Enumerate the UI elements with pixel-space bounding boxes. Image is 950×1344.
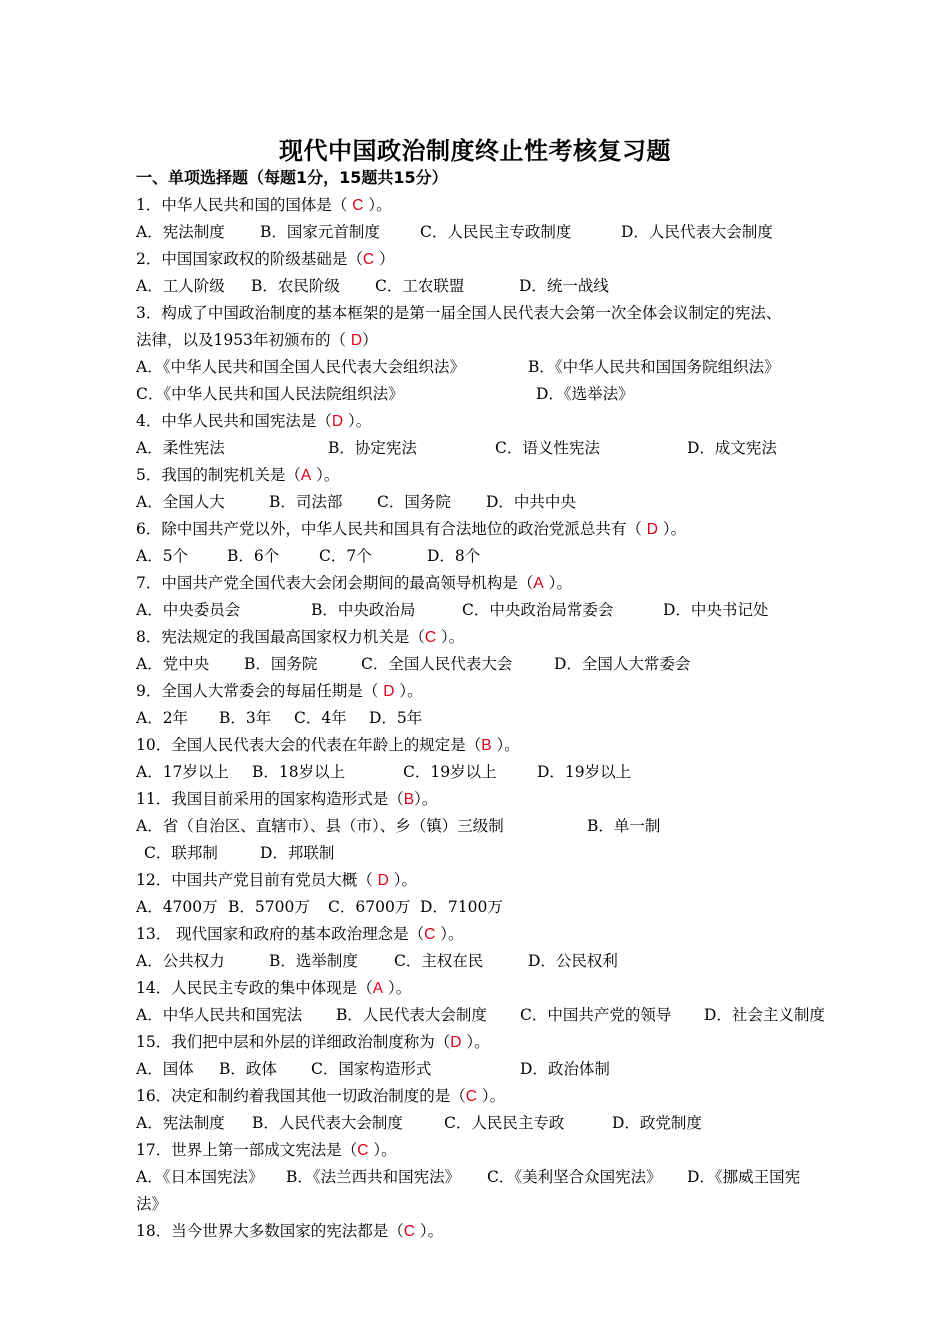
option-c: C．19岁以上: [403, 763, 497, 781]
option-d: D．政治体制: [520, 1060, 610, 1078]
option-c: C．人民民主专政制度: [420, 223, 572, 241]
question-7: 7．中国共产党全国代表大会闭会期间的最高领导机构是（A ）。: [136, 574, 572, 592]
option-d: D．政党制度: [612, 1114, 702, 1132]
question-15: 15．我们把中层和外层的详细政治制度称为（D ）。: [136, 1033, 490, 1051]
option-c: C．主权在民: [394, 952, 484, 970]
question-17: 17．世界上第一部成文宪法是（C ）。: [136, 1141, 397, 1159]
option-c: C．6700万: [328, 898, 411, 916]
option-d: D．成文宪法: [687, 439, 777, 457]
question-8: 8．宪法规定的我国最高国家权力机关是（C ）。: [136, 628, 465, 646]
option-c: C．《中华人民共和国人民法院组织法》: [136, 385, 404, 403]
option-d: D．统一战线: [519, 277, 609, 295]
question-3-cont: 法律，以及1953年初颁布的（ D）: [136, 331, 378, 349]
option-a: A．2年: [136, 709, 189, 727]
option-b: B．《法兰西共和国宪法》: [286, 1168, 461, 1186]
answer-5: A: [300, 467, 312, 484]
option-b: B．3年: [219, 709, 272, 727]
option-a: A．宪法制度: [136, 1114, 225, 1132]
option-a: A．柔性宪法: [136, 439, 225, 457]
option-a: A．国体: [136, 1060, 194, 1078]
option-b: B．国家元首制度: [260, 223, 380, 241]
answer-16: C: [465, 1088, 477, 1105]
answer-3: D: [350, 332, 363, 349]
option-c: C．4年: [294, 709, 347, 727]
question-5: 5．我国的制宪机关是（A ）。: [136, 466, 340, 484]
answer-11: B: [403, 791, 415, 808]
option-c: C．全国人民代表大会: [361, 655, 513, 673]
question-13: 13． 现代国家和政府的基本政治理念是（C ）。: [136, 925, 464, 943]
option-a: A．中华人民共和国宪法: [136, 1006, 303, 1024]
option-b: B．农民阶级: [251, 277, 340, 295]
answer-14: A: [372, 980, 384, 997]
option-c: C．国家构造形式: [311, 1060, 432, 1078]
question-14: 14．人民民主专政的集中体现是（A ）。: [136, 979, 412, 997]
option-a: A．17岁以上: [136, 763, 229, 781]
option-d: D．8个: [427, 547, 481, 565]
answer-7: A: [533, 575, 544, 592]
option-c: C．中国共产党的领导: [520, 1006, 672, 1024]
answer-4: D: [331, 413, 344, 430]
option-c: C．7个: [319, 547, 372, 565]
document-title: 现代中国政治制度终止性考核复习题: [279, 137, 671, 165]
option-c: C．中央政治局常委会: [462, 601, 614, 619]
option-a: A．公共权力: [136, 952, 225, 970]
option-a: A．4700万: [136, 898, 218, 916]
question-9: 9．全国人大常委会的每届任期是（ D ）。: [136, 682, 423, 700]
option-b: B．司法部: [269, 493, 343, 511]
answer-1: C: [352, 197, 364, 214]
option-a: A．省（自治区、直辖市）、县（市）、乡（镇）三级制: [136, 817, 504, 835]
option-d: D．5年: [369, 709, 423, 727]
question-2: 2．中国国家政权的阶级基础是（C ）: [136, 250, 395, 268]
option-a: A．宪法制度: [136, 223, 225, 241]
option-a: A．中央委员会: [136, 601, 241, 619]
options-17-wrap: 法》: [136, 1195, 168, 1213]
option-d: D．公民权利: [528, 952, 618, 970]
question-16: 16．决定和制约着我国其他一切政治制度的是（C ）。: [136, 1087, 506, 1105]
option-c: C．语义性宪法: [495, 439, 600, 457]
option-d: D．人民代表大会制度: [621, 223, 773, 241]
option-d: D．全国人大常委会: [554, 655, 691, 673]
question-6: 6．除中国共产党以外，中华人民共和国具有合法地位的政治党派总共有（ D ）。: [136, 520, 687, 538]
question-10: 10．全国人民代表大会的代表在年龄上的规定是（B ）。: [136, 736, 520, 754]
option-c: C．《美利坚合众国宪法》: [487, 1168, 662, 1186]
option-a: A．党中央: [136, 655, 210, 673]
option-b: B．5700万: [228, 898, 310, 916]
option-b: B．选举制度: [269, 952, 358, 970]
answer-6: D: [646, 521, 658, 538]
option-d: D．邦联制: [260, 844, 335, 862]
question-3: 3．构成了中国政治制度的基本框架的是第一届全国人民代表大会第一次全体会议制定的宪法、: [136, 304, 782, 322]
answer-9: D: [383, 683, 395, 700]
option-b: B．政体: [219, 1060, 277, 1078]
option-b: B．国务院: [244, 655, 318, 673]
option-d: D．《挪威王国宪: [687, 1168, 801, 1186]
option-d: D．7100万: [420, 898, 503, 916]
option-b: B．《中华人民共和国国务院组织法》: [528, 358, 780, 376]
answer-8: C: [424, 629, 437, 646]
option-b: B．中央政治局: [311, 601, 416, 619]
option-d: D．19岁以上: [537, 763, 632, 781]
answer-18: C: [403, 1223, 415, 1240]
option-b: B．协定宪法: [328, 439, 417, 457]
option-b: B．18岁以上: [252, 763, 346, 781]
answer-10: B: [481, 737, 492, 754]
option-c: C．国务院: [377, 493, 451, 511]
option-c: C．联邦制: [144, 844, 218, 862]
answer-13: C: [424, 926, 436, 943]
option-d: D．社会主义制度: [704, 1006, 825, 1024]
question-1: 1．中华人民共和国的国体是（ C ）。: [136, 196, 392, 214]
option-b: B．单一制: [587, 817, 661, 835]
option-a: A．5个: [136, 547, 189, 565]
question-11: 11．我国目前采用的国家构造形式是（B）。: [136, 790, 438, 808]
option-a: A．《中华人民共和国全国人民代表大会组织法》: [136, 358, 465, 376]
section-heading: 一、单项选择题（每题1分，15题共15分）: [136, 168, 448, 187]
option-a: A．全国人大: [136, 493, 225, 511]
option-b: B．人民代表大会制度: [336, 1006, 487, 1024]
question-12: 12．中国共产党目前有党员大概（ D ）。: [136, 871, 418, 889]
question-4: 4．中华人民共和国宪法是（D ）。: [136, 412, 372, 430]
answer-12: D: [377, 872, 389, 889]
option-d: D．中共中央: [486, 493, 576, 511]
question-18: 18．当今世界大多数国家的宪法都是（C ）。: [136, 1222, 444, 1240]
option-b: B．人民代表大会制度: [252, 1114, 403, 1132]
option-d: D．《选举法》: [536, 385, 634, 403]
answer-17: C: [357, 1142, 369, 1159]
option-c: C．工农联盟: [375, 277, 465, 295]
answer-15: D: [450, 1034, 462, 1051]
option-c: C．人民民主专政: [444, 1114, 565, 1132]
answer-2: C: [362, 251, 375, 268]
option-a: A．工人阶级: [136, 277, 225, 295]
option-a: A．《日本国宪法》: [136, 1168, 264, 1186]
option-d: D．中央书记处: [663, 601, 769, 619]
option-b: B．6个: [227, 547, 280, 565]
